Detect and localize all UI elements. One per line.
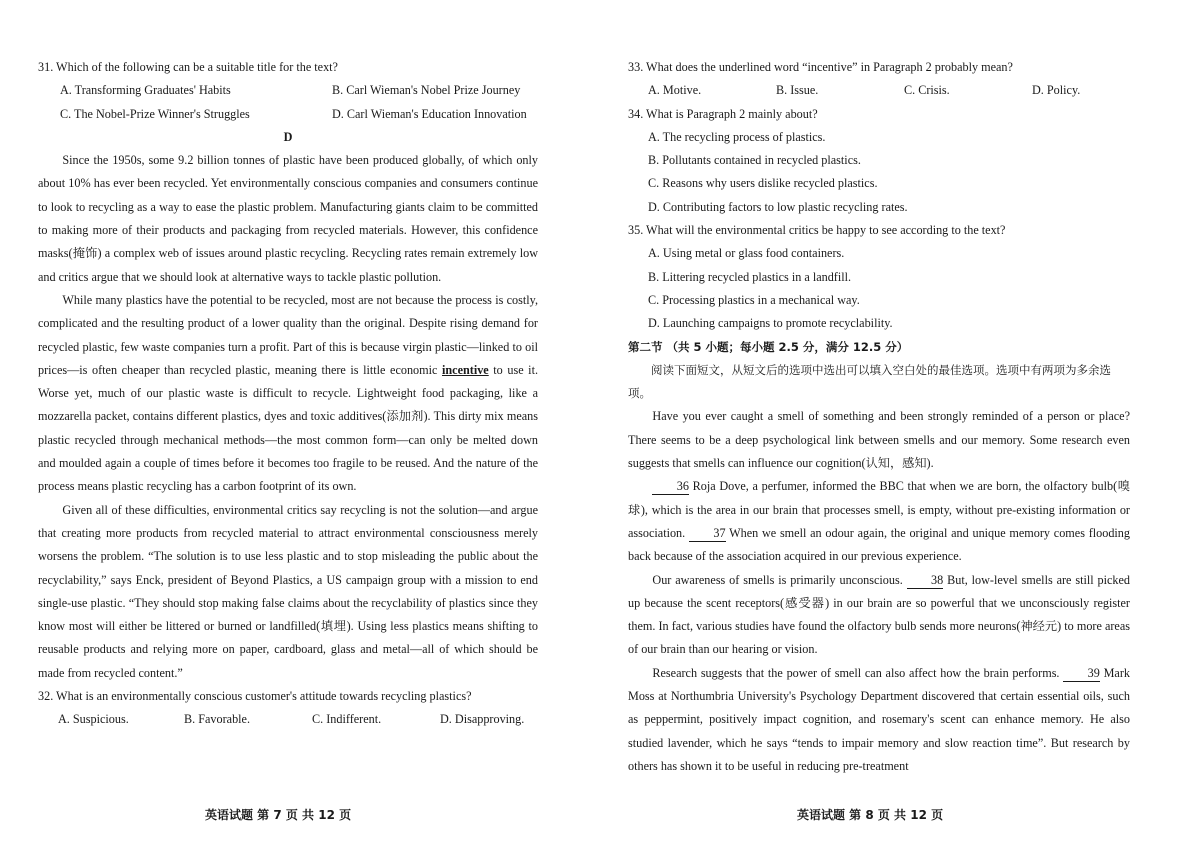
question-33-options <box>648 79 1130 102</box>
question-33-option-d: D. Policy. <box>1032 83 1081 98</box>
question-31-option-d: D. Carl Wieman's Education Innovation <box>332 106 527 121</box>
section-d-heading: D <box>283 129 293 144</box>
passage-d-paragraph-3: Given all of these difficulties, environmental critics say recycling is not the solution—and argue that creating more products from recycled material to attract environmental consciousness merely worsens the problem. “The solution is to use less plastic and to stop misleading the public about the recyclability,” says Enck, president of Beyond Plastics, a US campaign group with a mission to end single-use plastic. “They should stop making false claims about the recyclability of plastics since they know most will either be littered or burned or landfilled(填埋). Using less plastics means shifting to reusable products and relying more on paper, cardboard, glass and metal—all of which should be made from recycled content.” <box>38 502 538 680</box>
question-32-option-b: B. Favorable. <box>184 712 251 727</box>
section-2-title: 第二节 （共 5 小题；每小题 2.5 分，满分 12.5 分） <box>628 339 909 354</box>
question-34-option-d: D. Contributing factors to low plastic recycling rates. <box>648 199 908 214</box>
question-34-option-a: A. The recycling process of plastics. <box>648 129 826 144</box>
blank-37: 37 <box>689 525 726 542</box>
paragraph-3-text-a: Our awareness of smells is primarily unconscious. <box>652 572 907 587</box>
question-33-option-a: A. Motive. <box>648 83 702 98</box>
question-31-option-a: A. Transforming Graduates' Habits <box>60 83 231 98</box>
blank-39: 39 <box>1063 665 1100 682</box>
question-32-option-d: D. Disapproving. <box>440 712 525 727</box>
question-31-options <box>60 79 538 126</box>
passage-2-paragraph-1: Have you ever caught a smell of something and been strongly reminded of a person or place? There seems to be a deep psychological link between smells and our memory. Some research even suggests that smells can influence our cognition(认知，感知). <box>628 409 1130 471</box>
paragraph-2-text-after: to use it. Worse yet, much of our plastic waste is difficult to recycle. Lightweight food packaging, like a mozzarella packet, contains different plastics, dyes and toxic additives(添加剂). This dirty mix means plastic recycled through mechanical methods—the most common form—can only be melted down and moulded again a couple of times before it becomes too fragile to be reused. And the nature of the process means plastic recycling has a carbon footprint of its own. <box>38 362 539 494</box>
question-33-option-b: B. Issue. <box>776 83 819 98</box>
paragraph-4-text-b: Mark Moss at Northumbria University's Psychology Department discovered that certain essential oils, such as peppermint, positively impact cognition, and rosemary's scent can enhance memory. He also studied lavender, which he says “tends to impair memory and slow reaction time”. But research by others has shown it to be useful in reducing pre-treatment <box>628 665 1130 773</box>
question-34-option-c: C. Reasons why users dislike recycled plastics. <box>648 176 878 191</box>
paragraph-2-text-before: While many plastics have the potential to be recycled, most are not because the process is costly, complicated and the resulting product of a lower quality than the original. Despite rising demand for recycled plastic, few waste companies turn a profit. Part of this is because virgin plastic—linked to oil prices—is often cheaper than recycled plastic, meaning there is little economic <box>38 292 538 377</box>
right-page-footer: 英语试题 第 8 页 共 12 页 <box>797 808 944 822</box>
passage-2-paragraph-4 <box>628 662 1130 778</box>
underlined-word-incentive: incentive <box>442 362 489 377</box>
paragraph-3-text-b: But, low-level smells are still picked up because the scent receptors(感受器) in our brain are so powerful that we unconsciously register them. In fact, various studies have found the olfactory bulb sends more neurons(神经元) to more areas of our brain than our hearing or vision. <box>628 572 1130 657</box>
left-page-column <box>38 56 538 732</box>
passage-d-paragraph-2 <box>38 289 538 499</box>
passage-2-paragraph-3 <box>628 569 1130 662</box>
question-31-stem: 31. Which of the following can be a suitable title for the text? <box>38 60 338 74</box>
paragraph-4-text-a: Research suggests that the power of smell can also affect how the brain performs. <box>652 665 1064 680</box>
question-35-stem: 35. What will the environmental critics be happy to see according to the text? <box>628 223 1006 238</box>
paragraph-2-text-b: When we smell an odour again, the original and unique memory comes flooding back because of the association acquired in our previous experience. <box>628 525 1130 564</box>
passage-2-paragraph-2 <box>628 475 1130 568</box>
question-35-option-c: C. Processing plastics in a mechanical way. <box>648 292 860 307</box>
question-31-option-c: C. The Nobel-Prize Winner's Struggles <box>60 106 250 121</box>
blank-38: 38 <box>907 572 944 589</box>
section-2-instructions: 阅读下面短文，从短文后的选项中选出可以填入空白处的最佳选项。选项中有两项为多余选项。 <box>628 362 1111 401</box>
question-31-option-b: B. Carl Wieman's Nobel Prize Journey <box>332 83 521 98</box>
paragraph-2-text-a: Roja Dove, a perfumer, informed the BBC that when we are born, the olfactory bulb(嗅球), which is the area in our brain that processes smell, is empty, without pre-existing information or association. <box>628 479 1130 540</box>
blank-36: 36 <box>652 478 689 495</box>
passage-d-paragraph-1: Since the 1950s, some 9.2 billion tonnes of plastic have been produced globally, of which only about 10% has ever been recycled. Yet environmentally conscious companies and consumers continue to look to recycling as a way to ease the plastic problem. Manufacturing giants claim to be committed to making more of their products and packaging from recycled materials. However, this confidence masks(掩饰) a complex web of issues around plastic recycling. Recycling rates remain extremely low and critics argue that we should look at alternative ways to tackle plastic pollution. <box>38 153 538 284</box>
question-34-stem: 34. What is Paragraph 2 mainly about? <box>628 106 818 121</box>
question-35-option-b: B. Littering recycled plastics in a landfill. <box>648 269 852 284</box>
question-32-option-c: C. Indifferent. <box>312 712 382 727</box>
question-35-option-a: A. Using metal or glass food containers. <box>648 246 845 261</box>
question-32-option-a: A. Suspicious. <box>58 712 129 727</box>
right-page-column <box>628 56 1130 778</box>
question-32-options <box>58 708 538 731</box>
question-32-stem: 32. What is an environmentally conscious customer's attitude towards recycling plastics? <box>38 689 472 704</box>
question-33-option-c: C. Crisis. <box>904 83 950 98</box>
question-33-stem: 33. What does the underlined word “incentive” in Paragraph 2 probably mean? <box>628 60 1013 74</box>
question-35-option-d: D. Launching campaigns to promote recyclability. <box>648 316 893 331</box>
question-34-option-b: B. Pollutants contained in recycled plastics. <box>648 153 861 168</box>
left-page-footer: 英语试题 第 7 页 共 12 页 <box>205 808 352 822</box>
